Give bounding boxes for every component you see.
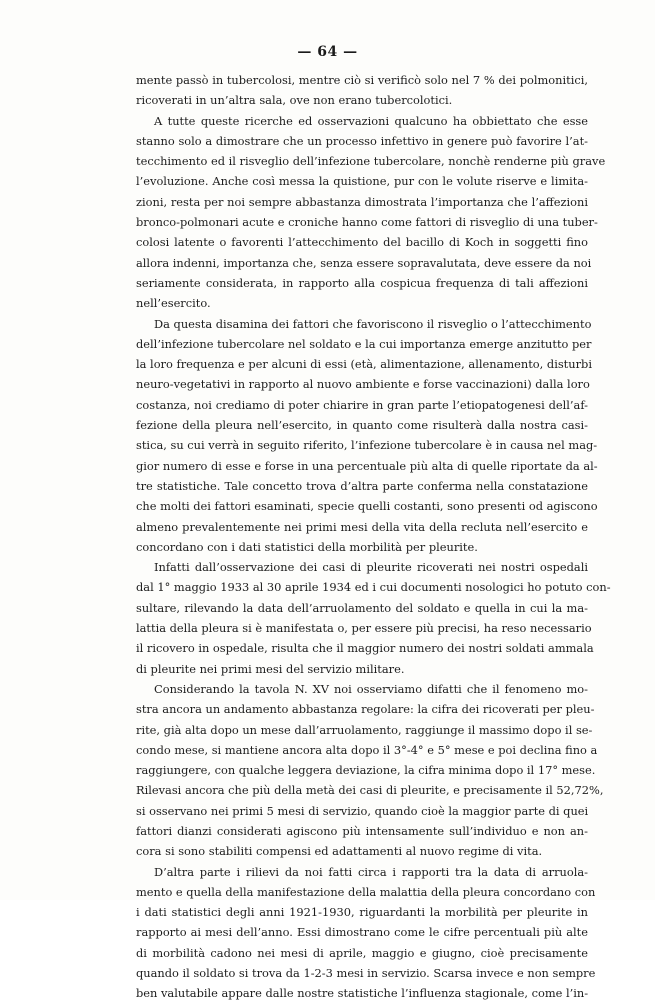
text-line: allora indenni, importanza che, senza essere sopravalutata, deve essere da noi — [136, 255, 592, 270]
text-line: zioni, resta per noi sempre abbastanza dimostrata l’importanza che l’affezioni — [136, 194, 588, 209]
text-line: mento e quella della manifestazione della malattia della pleura concordano con — [136, 884, 596, 899]
text-line: Infatti dall’osservazione dei casi di pleurite ricoverati nei nostri ospedali — [154, 560, 588, 575]
text-line: Rilevasi ancora che più della metà dei casi di pleurite, e precisamente il 52,72%, — [136, 783, 604, 798]
text-line: stra ancora un andamento abbastanza regolare: la cifra dei ricoverati per pleu- — [136, 702, 595, 717]
text-line: di pleurite nei primi mesi del servizio militare. — [136, 661, 405, 676]
text-line: la loro frequenza e per alcuni di essi (età, alimentazione, allenamento, disturbi — [136, 357, 592, 372]
text-line: tre statistiche. Tale concetto trova d’altra parte conferma nella constatazione — [136, 478, 588, 493]
text-line: di morbilità cadono nei mesi di aprile, maggio e giugno, cioè precisamente — [136, 945, 588, 960]
text-line: tecchimento ed il risveglio dell’infezione tubercolare, nonchè renderne più grave — [136, 154, 606, 169]
body-text — [136, 70, 611, 1004]
text-line: mente passò in tubercolosi, mentre ciò si verificò solo nel 7 % dei polmonitici, — [136, 73, 588, 87]
text-line: lattia della pleura si è manifestata o, per essere più precisi, ha reso necessario — [136, 621, 592, 636]
text-line: ricoverati in un’altra sala, ove non erano tubercolotici. — [136, 93, 453, 108]
text-line: fattori dianzi considerati agiscono più intensamente sull’individuo e non an- — [136, 823, 588, 838]
text-line: stica, su cui verrà in seguito riferito, l’infezione tubercolare è in causa nel mag- — [136, 438, 598, 453]
text-line: il ricovero in ospedale, risulta che il maggior numero dei nostri soldati ammala — [136, 641, 594, 656]
text-line: l’evoluzione. Anche così messa la quistione, pur con le volute riserve e limita- — [136, 174, 588, 189]
text-line: i dati statistici degli anni 1921-1930, riguardanti la morbilità per pleurite in — [136, 905, 588, 920]
text-line: almeno prevalentemente nei primi mesi della vita della recluta nell’esercito e — [136, 519, 588, 534]
text-line: ben valutabile appare dalle nostre statistiche l’influenza stagionale, come l’in- — [136, 986, 589, 1001]
text-line: A tutte queste ricerche ed osservazioni qualcuno ha obbiettato che esse — [154, 113, 588, 128]
text-line: che molti dei fattori esaminati, specie quelli costanti, sono presenti od agiscono — [136, 499, 598, 514]
text-line: D’altra parte i rilievi da noi fatti circa i rapporti tra la data di arruola- — [154, 864, 588, 879]
text-line: bronco-polmonari acute e croniche hanno come fattori di risveglio di una tuber- — [136, 215, 598, 230]
text-line: stanno solo a dimostrare che un processo infettivo in genere può favorire l’at- — [136, 133, 588, 148]
text-line: nell’esercito. — [136, 296, 211, 311]
text-line: quando il soldato si trova da 1-2-3 mesi in servizio. Scarsa invece e non sempre — [136, 966, 596, 981]
text-line: dal 1° maggio 1933 al 30 aprile 1934 ed i cui documenti nosologici ho potuto con- — [136, 580, 611, 595]
text-line: colosi latente o favorenti l’attecchimento del bacillo di Koch in soggetti fino — [136, 235, 588, 250]
text-line: raggiungere, con qualche leggera deviazione, la cifra minima dopo il 17° mese. — [136, 763, 596, 778]
text-line: rite, già alta dopo un mese dall’arruolamento, raggiunge il massimo dopo il se- — [136, 722, 593, 737]
text-line: seriamente considerata, in rapporto alla cospicua frequenza di tali affezioni — [136, 275, 588, 290]
text-line: Da questa disamina dei fattori che favoriscono il risveglio o l’attecchimento — [154, 316, 592, 331]
text-line: Considerando la tavola N. XV noi osserviamo difatti che il fenomeno mo- — [154, 681, 588, 696]
text-line: rapporto ai mesi dell’anno. Essi dimostrano come le cifre percentuali più alte — [136, 925, 588, 940]
text-line: concordano con i dati statistici della morbilità per pleurite. — [136, 539, 478, 554]
text-line: gior numero di esse e forse in una percentuale più alta di quelle riportate da al- — [136, 458, 598, 473]
text-line: cora si sono stabiliti compensi ed adattamenti al nuovo regime di vita. — [136, 844, 543, 859]
text-line: sultare, rilevando la data dell’arruolamento del soldato e quella in cui la ma- — [136, 600, 588, 615]
text-line: dell’infezione tubercolare nel soldato e la cui importanza emerge anzitutto per — [136, 336, 592, 351]
text-line: fezione della pleura nell’esercito, in quanto come risulterà dalla nostra casi- — [136, 418, 588, 433]
page-number: — 64 — — [297, 44, 358, 60]
text-line: condo mese, si mantiene ancora alta dopo il 3°-4° e 5° mese e poi declina fino a — [136, 742, 598, 757]
text-line: neuro-vegetativi in rapporto al nuovo ambiente e forse vaccinazioni) dalla loro — [136, 377, 590, 392]
text-line: si osservano nei primi 5 mesi di servizio, quando cioè la maggior parte di quei — [136, 803, 589, 818]
text-line: costanza, noi crediamo di poter chiarire in gran parte l’etiopatogenesi dell’af- — [136, 397, 588, 412]
